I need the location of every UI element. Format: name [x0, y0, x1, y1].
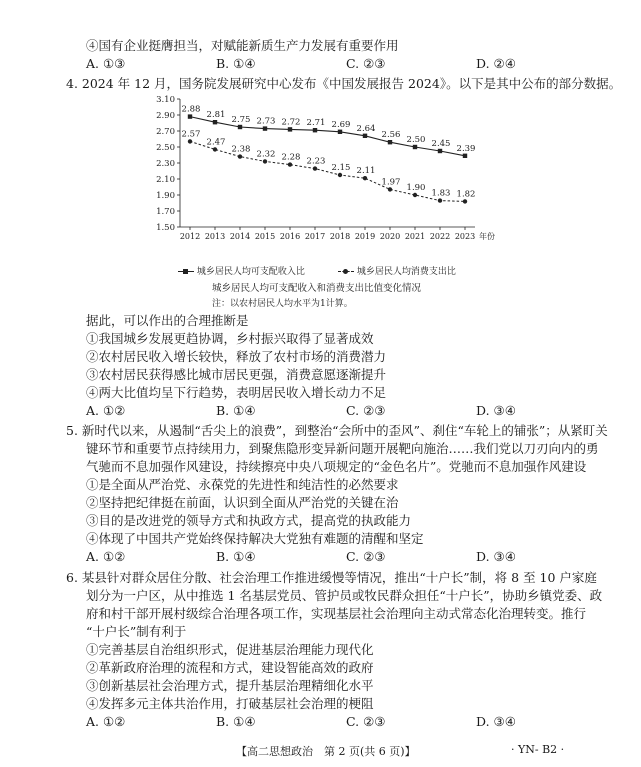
data-point-consumption: [188, 139, 192, 143]
data-point-income: [338, 130, 342, 134]
q5-option-1: ①是全面从严治党、永葆党的先进性和纯洁性的必然要求: [86, 477, 399, 492]
x-tick-label: 2023: [454, 232, 476, 241]
q5-choices: [86, 549, 606, 565]
data-label: 2.64: [356, 123, 376, 134]
q3-choices: [86, 56, 606, 72]
choice-d: D. ③④: [476, 403, 516, 418]
q5-option-3: ③目的是改进党的领导方式和执政方式，提高党的执政能力: [86, 513, 412, 528]
data-point-income: [188, 114, 192, 118]
data-label: 2.45: [431, 139, 451, 149]
q4-option-4: ④两大比值均呈下行趋势，表明居民收入增长动力不足: [86, 385, 387, 400]
choice-d: D. ③④: [476, 714, 516, 729]
x-tick-label: 2012: [179, 232, 201, 241]
x-tick-label: 2014: [229, 232, 251, 241]
y-tick-label: 3.10: [156, 95, 175, 105]
data-label: 2.75: [231, 115, 251, 125]
choice-d: D. ③④: [476, 549, 516, 564]
data-point-income: [263, 126, 267, 130]
data-label: 2.28: [281, 152, 301, 163]
q6-option-4: ④发挥多元主体共治作用，打破基层社会治理的梗阻: [86, 696, 374, 711]
data-point-consumption: [413, 193, 417, 197]
q5-option-2: ②坚持把纪律挺在前面，认识到全面从严治党的关键在治: [86, 495, 399, 510]
data-point-consumption: [338, 173, 342, 177]
data-label: 2.11: [356, 166, 376, 177]
data-point-consumption: [463, 199, 467, 203]
ratio-line-chart: [140, 90, 520, 290]
q5-stem-line-3: 气驰而不息加强作风建设，持续擦亮中央八项规定的“金色名片”。党驰而不息加强作风建设: [86, 459, 587, 474]
choice-a: A. ①②: [86, 403, 126, 418]
choice-b: B. ①④: [216, 403, 256, 418]
q4-choices: [86, 403, 606, 419]
choice-b: B. ①④: [216, 56, 256, 71]
data-label: 2.47: [206, 137, 226, 148]
data-point-income: [288, 127, 292, 131]
q3-option-4: ④国有企业挺膺担当，对赋能新质生产力发展有重要作用: [86, 38, 399, 53]
y-tick-label: 1.50: [156, 223, 175, 233]
choice-b: B. ①④: [216, 714, 256, 729]
q4-option-3: ③农村居民获得感比城市居民更强，消费意愿逐渐提升: [86, 367, 387, 382]
data-label: 2.71: [306, 118, 326, 129]
data-label: 2.23: [306, 156, 326, 167]
data-point-consumption: [438, 198, 442, 202]
choice-b: B. ①④: [216, 549, 256, 564]
q6-stem-line-2: 划分为一户区，从中推选 1 名基层党员、管护员或牧民群众担任“十户长”，协助乡镇党委、政: [86, 588, 603, 603]
data-label: 2.32: [256, 149, 276, 160]
q6-option-1: ①完善基层自治组织形式，促进基层治理能力现代化: [86, 642, 374, 657]
data-label: 2.38: [231, 144, 251, 155]
q6-stem-line-3: 府和村干部开展村级综合治理各项工作，实现基层社会治理向主动式常态化治理转变。推行: [86, 606, 587, 621]
data-point-consumption: [213, 147, 217, 151]
q4-lead: 据此，可以作出的合理推断是: [86, 313, 249, 328]
data-point-income: [438, 149, 442, 153]
x-tick-label: 2021: [404, 232, 426, 241]
legend-income-label: 城乡居民人均可支配收入比: [196, 267, 305, 277]
choice-a: A. ①③: [86, 56, 126, 71]
q4-stem: 4. 2024 年 12 月，国务院发展研究中心发布《中国发展报告 2024》。以下是其中公布的部分数据。: [66, 76, 622, 91]
y-tick-label: 2.10: [156, 175, 175, 185]
data-label: 2.15: [331, 163, 351, 173]
q6-option-2: ②革新政府治理的流程和方式，建设智能高效的政府: [86, 660, 374, 675]
data-point-consumption: [238, 154, 242, 158]
data-label: 2.72: [281, 117, 301, 128]
data-label: 2.81: [206, 110, 226, 121]
data-point-income: [313, 128, 317, 132]
q6-stem-line-1: 6. 某县针对群众居住分散、社会治理工作推进缓慢等情况，推出“十户长”制，将 8 至 10 户家庭: [66, 570, 597, 585]
q5-option-4: ④体现了中国共产党始终保持解决大党独有难题的清醒和坚定: [86, 531, 424, 546]
page-code: · YN- B2 ·: [511, 743, 565, 756]
q4-option-2: ②农村居民收入增长较快，释放了农村市场的消费潜力: [86, 349, 387, 364]
data-label: 2.69: [331, 119, 351, 130]
data-point-income: [363, 134, 367, 138]
page-footer: 【高二思想政治 第 2 页(共 6 页)】: [236, 745, 416, 758]
y-tick-label: 2.90: [156, 111, 175, 121]
data-point-income: [413, 145, 417, 149]
data-point-income: [388, 140, 392, 144]
y-tick-label: 2.50: [156, 143, 175, 153]
choice-c: C. ②③: [346, 56, 386, 71]
x-tick-label: 2015: [254, 232, 276, 241]
x-tick-label: 2022: [429, 232, 451, 241]
data-label: 2.39: [456, 143, 476, 154]
q5-stem-line-2: 键环节和重要节点持续用力，到聚焦隐形变异新问题开展靶向施治……我们党以刀刃向内的勇: [86, 441, 599, 456]
x-tick-label: 2020: [379, 232, 401, 241]
data-label: 1.90: [406, 183, 426, 193]
x-tick-label: 2016: [279, 232, 301, 241]
data-label: 1.82: [456, 189, 476, 200]
data-point-consumption: [363, 176, 367, 180]
q6-stem-line-4: “十户长”制有利于: [86, 624, 187, 639]
chart-note: 注：以农村居民人均水平为1计算。: [212, 299, 353, 309]
choice-c: C. ②③: [346, 549, 386, 564]
data-point-consumption: [388, 187, 392, 191]
data-point-consumption: [263, 159, 267, 163]
q4-option-1: ①我国城乡发展更趋协调，乡村振兴取得了显著成效: [86, 331, 374, 346]
data-label: 2.56: [381, 130, 401, 141]
data-label: 1.97: [381, 177, 401, 188]
data-label: 2.88: [181, 104, 201, 115]
x-tick-label: 2013: [204, 232, 226, 241]
data-point-consumption: [288, 162, 292, 166]
q6-choices: [86, 714, 606, 730]
q5-stem-line-1: 5. 新时代以来，从遏制“舌尖上的浪费”，到整治“会所中的歪风”、刹住“车轮上的铺张”；从紧盯关: [66, 423, 608, 438]
choice-d: D. ②④: [476, 56, 516, 71]
data-label: 2.73: [256, 116, 276, 127]
data-label: 2.57: [181, 129, 201, 140]
y-tick-label: 2.30: [156, 159, 175, 169]
data-label: 1.83: [431, 188, 451, 199]
x-axis-label: 年份: [479, 232, 495, 241]
data-point-consumption: [313, 166, 317, 170]
legend-consumption-label: 城乡居民人均消费支出比: [356, 267, 456, 277]
x-tick-label: 2018: [329, 232, 351, 241]
x-tick-label: 2019: [354, 232, 376, 241]
data-point-income: [463, 154, 467, 158]
y-tick-label: 2.70: [156, 127, 175, 137]
q6-option-3: ③创新基层社会治理方式，提升基层治理精细化水平: [86, 678, 374, 693]
choice-c: C. ②③: [346, 714, 386, 729]
choice-a: A. ①②: [86, 714, 126, 729]
x-tick-label: 2017: [304, 232, 326, 241]
y-tick-label: 1.70: [156, 207, 175, 217]
legend-income: [178, 264, 305, 277]
y-tick-label: 1.90: [156, 191, 175, 201]
choice-c: C. ②③: [346, 403, 386, 418]
data-point-income: [238, 125, 242, 129]
data-label: 2.50: [406, 135, 426, 145]
legend-consumption: [338, 264, 456, 277]
chart-title: 城乡居民人均可支配收入和消费支出比值变化情况: [212, 283, 422, 294]
choice-a: A. ①②: [86, 549, 126, 564]
data-point-income: [213, 120, 217, 124]
